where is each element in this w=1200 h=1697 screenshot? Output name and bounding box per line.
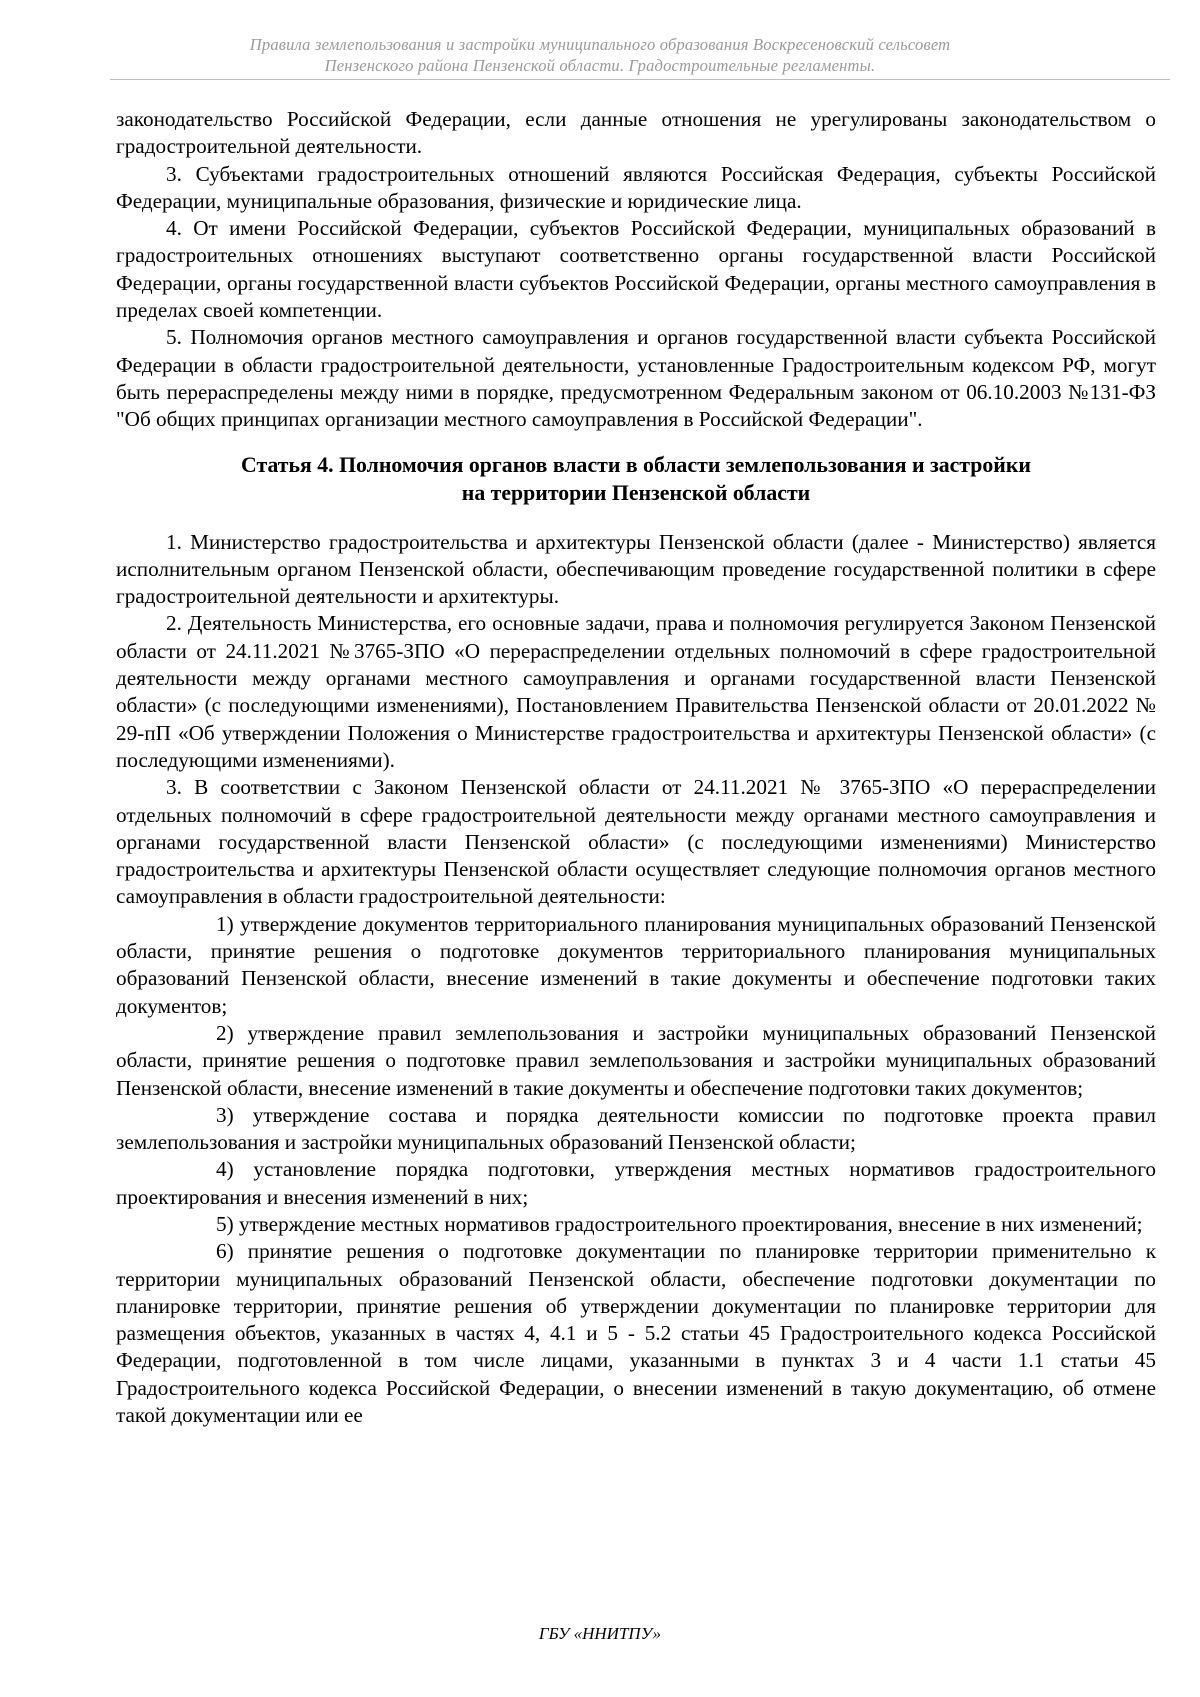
list-item-2: 2) утверждение правил землепользования и застройки муниципальных образований Пензенской области, принятие решения о подготовке правил землепользования и застройки муниципальных образований Пензенской области, внесение изменений в такие документы и обеспечение подготовки таких документов; [116, 1020, 1156, 1100]
paragraph-4: 4. От имени Российской Федерации, субъектов Российской Федерации, муниципальных образований в градостроительных отношениях выступают соответственно органы государственной власти Российской Федерации, органы государственной власти субъектов Российской Федерации, органы местного самоуправления в пределах своей компетенции. [116, 216, 1156, 323]
header-divider [110, 79, 1170, 80]
article-4-heading-line-2: на территории Пензенской области [461, 480, 811, 505]
running-header-line-2: Пензенского района Пензенской области. Градостроительные регламенты. [324, 56, 876, 75]
list-item-6: 6) принятие решения о подготовке документации по планировке территории применительно к территории муниципальных образований Пензенской области, обеспечение подготовки документации по планировке территории, принятие решения об утверждении документации по планировке территории для размещения объектов, указанных в частях 4, 4.1 и 5 - 5.2 статьи 45 Градостроительного кодекса Российской Федерации, подготовленной в том числе лицами, указанными в пунктах 3 и 4 части 1.1 статьи 45 Градостроительного кодекса Российской Федерации, о внесении изменений в такую документацию, об отмене такой документации или ее [116, 1239, 1156, 1428]
list-item-5: 5) утверждение местных нормативов градостроительного проектирования, внесение в них изменений; [216, 1211, 1143, 1236]
paragraph-continuation: законодательство Российской Федерации, если данные отношения не урегулированы законодательством о градостроительной деятельности. [116, 107, 1156, 159]
list-item-3: 3) утверждение состава и порядка деятельности комиссии по подготовке проекта правил землепользования и застройки муниципальных образований Пензенской области; [116, 1102, 1156, 1155]
article-4-heading [116, 451, 1156, 507]
list-item-1: 1) утверждение документов территориального планирования муниципальных образований Пензенской области, принятие решения о подготовке документов территориального планирования муниципальных образований Пензенской области, внесение изменений в такие документы и обеспечение подготовки таких документов; [116, 911, 1156, 1018]
article-4-heading-line-1: Статья 4. Полномочия органов власти в области землепользования и застройки [241, 452, 1031, 477]
article-4-paragraph-2: 2. Деятельность Министерства, его основные задачи, права и полномочия регулируется Законом Пензенской области от 24.11.2021 №3765-ЗПО «О перераспределении отдельных полномочий в сфере градостроительной деятельности между органами местного самоуправления и органами государственной власти Пензенской области» (с последующими изменениями), Постановлением Правительства Пензенской области от 20.01.2022 № 29-пП «Об утверждении Положения о Министерстве градостроительства и архитектуры Пензенской области» (с последующими изменениями). [116, 611, 1156, 772]
paragraph-3: 3. Субъектами градостроительных отношений являются Российская Федерация, субъекты Российской Федерации, муниципальные образования, физические и юридические лица. [116, 161, 1156, 213]
list-item-4: 4) установление порядка подготовки, утверждения местных нормативов градостроительного проектирования и внесения изменений в них; [116, 1157, 1156, 1209]
document-body [116, 106, 1156, 1429]
running-header [0, 34, 1200, 76]
running-header-line-1: Правила землепользования и застройки муниципального образования Воскресеновский сельсовет [249, 35, 951, 54]
article-4-paragraph-1: 1. Министерство градостроительства и архитектуры Пензенской области (далее - Министерство) является исполнительным органом Пензенской области, обеспечивающим проведение государственной политики в сфере градостроительной деятельности и архитектуры. [116, 529, 1156, 609]
page-footer: ГБУ «ННИТПУ» [538, 1624, 662, 1643]
article-4-paragraph-3: 3. В соответствии с Законом Пензенской области от 24.11.2021 № 3765-ЗПО «О перераспределении отдельных полномочий в сфере градостроительной деятельности между органами местного самоуправления и органами государственной власти Пензенской области» (с последующими изменениями) Министерство градостроительства и архитектуры Пензенской области осуществляет следующие полномочия органов местного самоуправления в области градостроительной деятельности: [116, 775, 1156, 909]
paragraph-5: 5. Полномочия органов местного самоуправления и органов государственной власти субъекта Российской Федерации в области градостроительной деятельности, установленные Градостроительным кодексом РФ, могут быть перераспределены между ними в порядке, предусмотренном Федеральным законом от 06.10.2003 №131-ФЗ "Об общих принципах организации местного самоуправления в Российской Федерации". [116, 325, 1156, 432]
